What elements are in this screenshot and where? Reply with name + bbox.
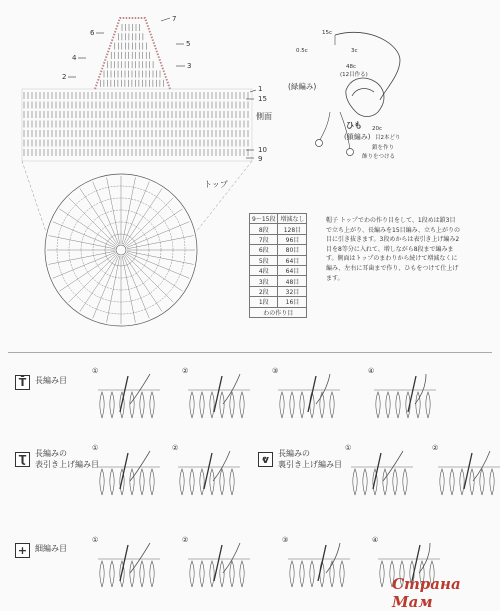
stitch-name: 細編み目 <box>35 544 67 553</box>
stitch-name: 長編みの 表引き上げ編み目 <box>35 449 99 469</box>
row-number-cell: 6段 <box>250 245 278 255</box>
stitch-symbol: + <box>15 543 30 558</box>
cord-stitches: (12目作る) <box>340 72 368 78</box>
watermark: Страна Мам <box>392 575 461 611</box>
step-number: ④ <box>372 536 379 544</box>
step-number: ① <box>92 367 99 375</box>
table-row <box>250 214 307 224</box>
stitch-count-cell: 32目 <box>278 286 307 296</box>
stitch-count-cell: 64目 <box>278 265 307 275</box>
marker-ear-2: 2 <box>62 73 67 81</box>
description-title: 帽子 <box>326 217 339 224</box>
row-number-cell: 9〜15段 <box>250 214 278 224</box>
step-illustration <box>174 449 244 499</box>
step-number: ③ <box>282 536 289 544</box>
marker-ear-6: 6 <box>90 29 95 37</box>
himo-method: (鎖編み) <box>344 133 371 141</box>
cord-dim-15c: 15c <box>322 30 333 36</box>
step-illustration <box>94 541 164 591</box>
marker-right-15: 15 <box>258 95 267 103</box>
table-row <box>250 265 307 275</box>
step-number: ① <box>92 444 99 452</box>
marker-ear-7: 7 <box>172 15 177 23</box>
stitch-symbol: T̄ <box>15 375 30 390</box>
step-number: ① <box>345 444 352 452</box>
table-row <box>250 255 307 265</box>
rows-table <box>249 213 307 318</box>
himo-count: 目2本どり <box>375 135 401 141</box>
step-number: ② <box>182 536 189 544</box>
table-row <box>250 276 307 286</box>
row-number-cell: 7段 <box>250 234 278 244</box>
marker-ear-3: 3 <box>187 62 192 70</box>
cord-dim-3c: 3c <box>351 48 358 54</box>
row-number-cell: 4段 <box>250 265 278 275</box>
step-illustration <box>184 372 254 422</box>
side-band <box>22 89 252 232</box>
step-illustration <box>284 541 354 591</box>
row-number-cell: 8段 <box>250 224 278 234</box>
stitch-symbol: Ʈ <box>15 452 30 467</box>
marker-right-1: 1 <box>258 85 263 93</box>
top-circle <box>45 174 197 326</box>
stitch-count-cell: 増減なし <box>278 214 307 224</box>
table-row <box>250 234 307 244</box>
cord-length: 48c <box>346 64 357 70</box>
row-number-cell: 5段 <box>250 255 278 265</box>
cord-dim-05c: 0.5c <box>296 48 308 54</box>
table-footer: わの作り目 <box>250 307 307 317</box>
step-number: ② <box>432 444 439 452</box>
stitch-count-cell: 96目 <box>278 234 307 244</box>
step-illustration <box>94 449 164 499</box>
step-number: ② <box>182 367 189 375</box>
section-divider <box>8 352 492 353</box>
row-number-cell: 1段 <box>250 297 278 307</box>
stitch-count-cell: 128目 <box>278 224 307 234</box>
step-illustration <box>370 372 440 422</box>
side-label: 側面 <box>256 112 272 121</box>
step-number: ① <box>92 536 99 544</box>
step-illustration <box>274 372 344 422</box>
attach-note: 飾りをつける <box>362 154 396 160</box>
himo-title: ひも <box>346 121 362 130</box>
step-number: ③ <box>272 367 279 375</box>
top-label: トップ <box>204 180 228 189</box>
ear-flap <box>95 18 170 89</box>
stitch-count-cell: 64目 <box>278 255 307 265</box>
stitch-name: 長編みの 裏引き上げ編み目 <box>278 449 342 469</box>
step-illustration <box>434 449 500 499</box>
step-number: ② <box>172 444 179 452</box>
marker-right-9: 9 <box>258 155 263 163</box>
table-row <box>250 224 307 234</box>
stitch-count-cell: 48目 <box>278 276 307 286</box>
description-text: トップでわの作り目をして、1段めは鎖3目で立ち上がり、長編みを15目編み、立ち上がりの目に引き抜きます。3段めからは表引き上げ編み2目を8等分に入れて、増しながら8段まで編みます。側面はトップのまわりから続けて増減なくに編み、左右に耳歯まで作り、ひもをつけて仕上げます。 <box>326 217 460 282</box>
table-row <box>250 245 307 255</box>
step-illustration <box>94 372 164 422</box>
cord-label: (緑編み) <box>288 82 317 91</box>
chain-note: 鎖を作り <box>372 145 395 151</box>
stitch-count-cell: 16目 <box>278 297 307 307</box>
step-illustration <box>184 541 254 591</box>
table-row <box>250 286 307 296</box>
row-number-cell: 2段 <box>250 286 278 296</box>
step-illustration <box>347 449 417 499</box>
step-number: ④ <box>368 367 375 375</box>
marker-ear-5: 5 <box>186 40 191 48</box>
description-block <box>326 216 460 283</box>
row-number-cell: 3段 <box>250 276 278 286</box>
table-row <box>250 297 307 307</box>
stitch-name: 長編み目 <box>35 376 67 385</box>
himo-spec: 20c <box>372 126 383 132</box>
stitch-symbol: ⱴ <box>258 452 273 467</box>
stitch-count-cell: 80目 <box>278 245 307 255</box>
marker-ear-4: 4 <box>72 54 77 62</box>
marker-right-10: 10 <box>258 146 267 154</box>
